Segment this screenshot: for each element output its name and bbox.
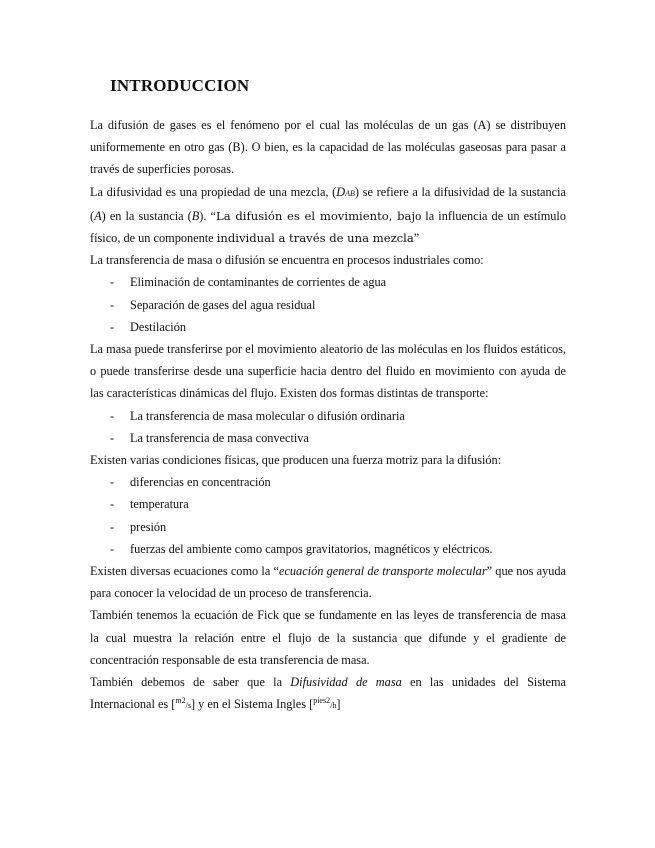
list-item: - presión <box>110 519 167 534</box>
list-item: - La transferencia de masa convectiva <box>110 430 309 445</box>
si-unit-numerator: m2 <box>175 696 186 706</box>
english-unit-denominator: /h <box>330 701 337 711</box>
si-unit-denominator: /s <box>185 701 191 711</box>
paragraph-diffusivity: La difusividad es una propiedad de una mezcla, (DAB) se refiere a la difusividad de la sustancia (A) en la sustancia (B). “La difusión es el movimiento, bajo la influencia de un estímulo físico, de un componente individual a través de una mezcla” <box>90 184 566 246</box>
list-item: - Separación de gases del agua residual <box>110 297 316 312</box>
list-item: - La transferencia de masa molecular o difusión ordinaria <box>110 408 405 423</box>
page-title: INTRODUCCION <box>110 76 250 95</box>
list-item: - diferencias en concentración <box>110 475 271 490</box>
list-physical-conditions <box>90 471 566 560</box>
list-transport-forms <box>90 405 566 449</box>
paragraph-fick: También tenemos la ecuación de Fick que se fundamente en las leyes de transferencia de masa la cual muestra la relación entre el flujo de la sustancia que difunde y el gradiente de concentración responsable de esta transferencia de masa. <box>90 608 566 667</box>
list-item: - Destilación <box>110 319 187 334</box>
list-industrial-processes <box>90 271 566 338</box>
list-item: - fuerzas del ambiente como campos gravitatorios, magnéticos y eléctricos. <box>110 541 493 556</box>
paragraph-units: También debemos de saber que la Difusividad de masa en las unidades del Sistema Internacional es [$^{m2}$/s] y en el Sistema Ingles [$^{pies2}$/h] <box>90 675 567 712</box>
paragraph-gas-diffusion: La difusión de gases es el fenómeno por el cual las moléculas de un gas (A) se distribuyen uniformemente en otro gas (B). O bien, es la capacidad de las moléculas gaseosas para pasar a través de superficies porosas. <box>90 118 566 177</box>
paragraph-mass-transfer: La masa puede transferirse por el movimiento aleatorio de las moléculas en los fluidos estáticos, o puede transferirse desde una superficie hacia dentro del fluido en movimiento con ayuda de las características dinámicas del flujo. Existen dos formas distintas de transporte: <box>90 342 566 401</box>
english-unit-numerator: pies2 <box>313 696 331 706</box>
diffusivity-symbol: DAB <box>336 184 355 199</box>
paragraph-physical-conditions: Existen varias condiciones físicas, que producen una fuerza motriz para la difusión: <box>90 453 502 468</box>
paragraph-equations: Existen diversas ecuaciones como la “ecuación general de transporte molecular” que nos ayuda para conocer la velocidad de un proceso de transferencia. <box>90 564 566 601</box>
list-item: - temperatura <box>110 497 189 512</box>
paragraph-industrial-processes: La transferencia de masa o difusión se encuentra en procesos industriales como: <box>90 253 484 268</box>
list-item: - Eliminación de contaminantes de corrientes de agua <box>110 275 387 290</box>
document-body <box>90 114 566 717</box>
